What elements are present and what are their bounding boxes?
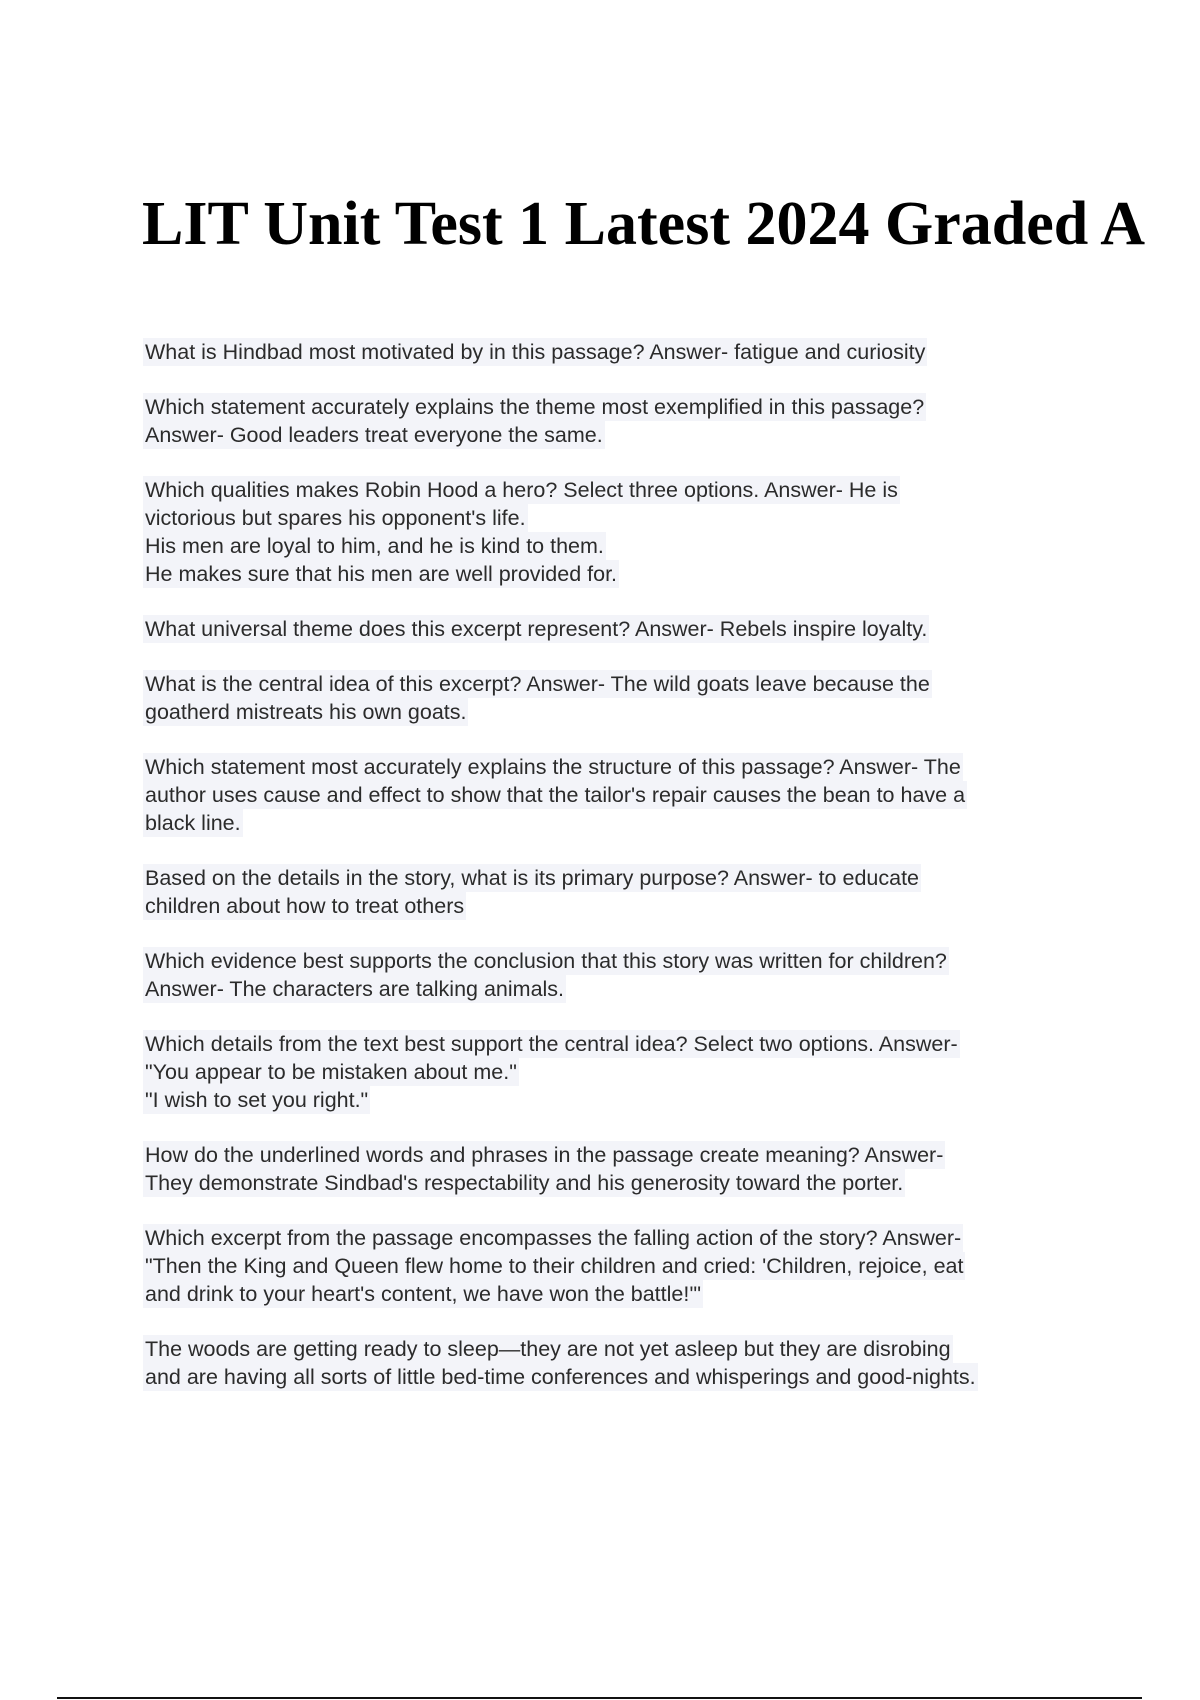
qa-line: What universal theme does this excerpt represent? Answer- Rebels inspire loyalty. <box>145 617 928 641</box>
qa-line: Which qualities makes Robin Hood a hero? Select three options. Answer- He is <box>145 478 898 502</box>
qa-item <box>145 864 1085 920</box>
qa-item <box>145 1141 1085 1197</box>
qa-line: Which excerpt from the passage encompasses the falling action of the story? Answer- <box>145 1226 962 1250</box>
qa-line: children about how to treat others <box>145 894 465 918</box>
qa-line: Which details from the text best support the central idea? Select two options. Answer- <box>145 1032 958 1056</box>
qa-line: author uses cause and effect to show that the tailor's repair causes the bean to have a <box>145 783 966 807</box>
qa-line: What is the central idea of this excerpt? Answer- The wild goats leave because the <box>145 672 930 696</box>
qa-item <box>145 615 1085 643</box>
qa-line: and are having all sorts of little bed-time conferences and whisperings and good-nights. <box>145 1365 976 1389</box>
qa-line: Answer- The characters are talking animals. <box>145 977 565 1001</box>
qa-item <box>145 670 1085 726</box>
qa-item <box>145 476 1085 588</box>
qa-line: They demonstrate Sindbad's respectability and his generosity toward the porter. <box>145 1171 904 1195</box>
qa-line: goatherd mistreats his own goats. <box>145 700 467 724</box>
qa-line: He makes sure that his men are well provided for. <box>145 562 618 586</box>
qa-line: and drink to your heart's content, we have won the battle!'" <box>145 1282 702 1306</box>
qa-item <box>145 393 1085 449</box>
qa-line: Which statement most accurately explains the structure of this passage? Answer- The <box>145 755 961 779</box>
qa-item <box>145 1030 1085 1114</box>
qa-line: Based on the details in the story, what is its primary purpose? Answer- to educate <box>145 866 919 890</box>
footer-divider <box>57 1697 1142 1699</box>
qa-line: Which statement accurately explains the theme most exemplified in this passage? <box>145 395 925 419</box>
qa-line: "You appear to be mistaken about me." <box>145 1060 517 1084</box>
qa-line: victorious but spares his opponent's life. <box>145 506 526 530</box>
qa-line: His men are loyal to him, and he is kind to them. <box>145 534 604 558</box>
qa-line: The woods are getting ready to sleep—they are not yet asleep but they are disrobing <box>145 1337 951 1361</box>
qa-line: Answer- Good leaders treat everyone the same. <box>145 423 603 447</box>
qa-item <box>145 1335 1085 1391</box>
document-title: LIT Unit Test 1 Latest 2024 Graded A <box>142 190 1146 258</box>
qa-line: Which evidence best supports the conclusion that this story was written for children? <box>145 949 947 973</box>
qa-item <box>145 947 1085 1003</box>
qa-item <box>145 338 1085 366</box>
qa-item <box>145 753 1085 837</box>
qa-line: "Then the King and Queen flew home to their children and cried: 'Children, rejoice, eat <box>145 1254 964 1278</box>
qa-line: How do the underlined words and phrases in the passage create meaning? Answer- <box>145 1143 944 1167</box>
qa-line: What is Hindbad most motivated by in this passage? Answer- fatigue and curiosity <box>145 340 926 364</box>
question-answer-list <box>145 338 1085 1418</box>
qa-line: "I wish to set you right." <box>145 1088 369 1112</box>
qa-item <box>145 1224 1085 1308</box>
qa-line: black line. <box>145 811 241 835</box>
